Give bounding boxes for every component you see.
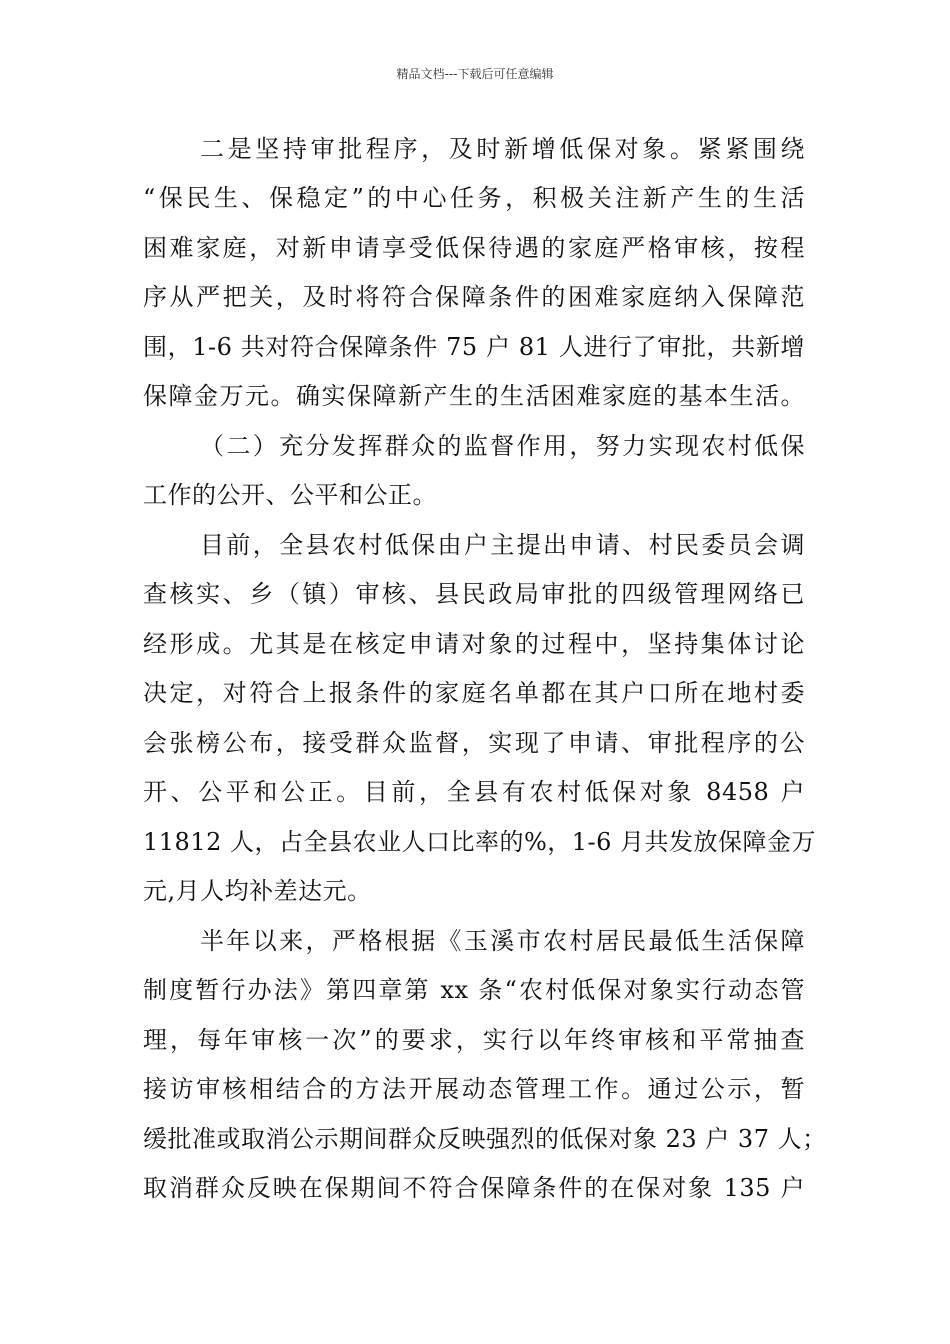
page-header: 精品文档---下载后可任意编辑 bbox=[396, 67, 554, 81]
paragraph-line: 开、公平和公正。目前，全县有农村低保对象 8458 户 bbox=[143, 778, 805, 806]
paragraph-line: 目前，全县农村低保由户主提出申请、村民委员会调 bbox=[200, 531, 805, 559]
paragraph-line: “保民生、保稳定”的中心任务，积极关注新产生的生活 bbox=[143, 184, 805, 212]
paragraph-line: 围，1-6 共对符合保障条件 75 户 81 人进行了审批，共新增 bbox=[143, 333, 805, 361]
section-heading-line: 工作的公开、公平和公正。 bbox=[143, 481, 437, 509]
paragraph-line: 制度暂行办法》第四章第 xx 条“农村低保对象实行动态管 bbox=[143, 976, 805, 1004]
section-heading-line: （二）充分发挥群众的监督作用，努力实现农村低保 bbox=[200, 432, 805, 460]
paragraph-line: 元,月人均补差达元。 bbox=[143, 877, 372, 905]
paragraph-line: 接访审核相结合的方法开展动态管理工作。通过公示，暂 bbox=[143, 1075, 805, 1103]
paragraph-line: 序从严把关，及时将符合保障条件的困难家庭纳入保障范 bbox=[143, 283, 805, 311]
paragraph-line: 11812 人，占全县农业人口比率的%，1-6 月共发放保障金万 bbox=[143, 828, 817, 856]
paragraph-line: 查核实、乡（镇）审核、县民政局审批的四级管理网络已 bbox=[143, 580, 805, 608]
paragraph-line: 半年以来，严格根据《玉溪市农村居民最低生活保障 bbox=[200, 927, 805, 955]
paragraph-line: 经形成。尤其是在核定申请对象的过程中，坚持集体讨论 bbox=[143, 630, 805, 658]
paragraph-line: 取消群众反映在保期间不符合保障条件的在保对象 135 户 bbox=[143, 1174, 805, 1202]
paragraph-line: 二是坚持审批程序，及时新增低保对象。紧紧围绕 bbox=[200, 135, 805, 163]
paragraph-line: 理，每年审核一次”的要求，实行以年终审核和平常抽查 bbox=[143, 1026, 805, 1054]
paragraph-line: 会张榜公布，接受群众监督，实现了申请、审批程序的公 bbox=[143, 729, 805, 757]
paragraph-line: 决定，对符合上报条件的家庭名单都在其户口所在地村委 bbox=[143, 679, 805, 707]
paragraph-line: 保障金万元。确实保障新产生的生活困难家庭的基本生活。 bbox=[143, 382, 805, 410]
paragraph-line: 困难家庭，对新申请享受低保待遇的家庭严格审核，按程 bbox=[143, 234, 805, 262]
paragraph-line: 缓批准或取消公示期间群众反映强烈的低保对象 23 户 37 人； bbox=[143, 1125, 827, 1153]
